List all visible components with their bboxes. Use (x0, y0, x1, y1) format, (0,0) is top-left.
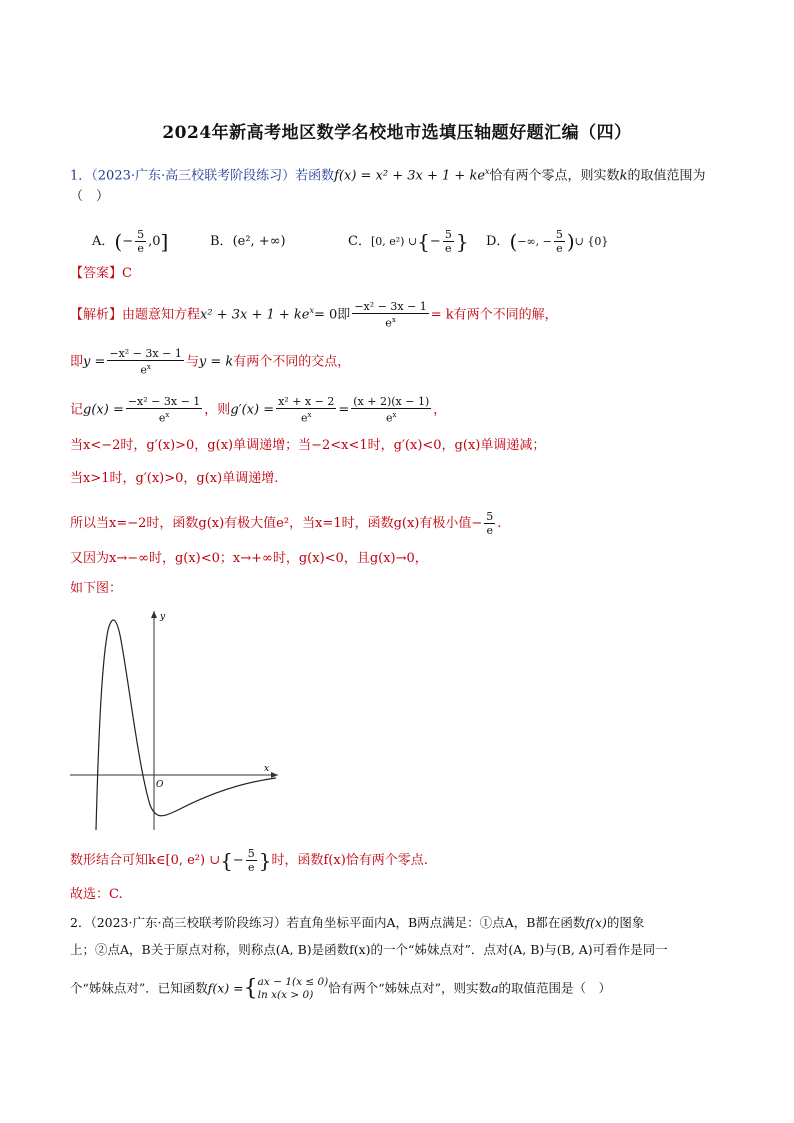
y-axis-label: y (160, 612, 166, 622)
q1-analysis-line2: 即y = $\frac{\text{−x² − 3x − 1}}{e^x}$ 与y = k有两个不同的交点， (70, 347, 351, 377)
q1-analysis-line7: 又因为x→−∞时，g(x)<0；x→+∞时，g(x)<0，且g(x)→0， (70, 551, 428, 566)
x-axis-label: x (264, 764, 270, 774)
q1-answer: 【答案】C (70, 266, 132, 281)
q1-analysis-line9: 数形结合可知k∈[0, e²) ∪{− $\frac{5}{e}$ }时，函数f(x)恰有两个零点. (70, 847, 428, 874)
q2-stem-line1: 2．（2023·广东·高三校联考阶段练习）若直角坐标平面内A，B两点满足：①点A，B都在函数f(x)的图象 (70, 915, 645, 930)
page-title: 2024年新高考地区数学名校地市选填压轴题好题汇编（四） (162, 123, 632, 143)
option-a: A．(− $\frac{5}{e}$ ,0] (92, 228, 169, 255)
origin-label: O (156, 780, 164, 790)
q1-analysis-line3: 记g(x) = $\frac{\text{−x² − 3x − 1}}{e^x}$ ，则g′(x) = $\frac{\text{x² + x − 2}}{e^x}$ = $\frac{(x + 2)(x - 1)}{e^x}$ ， (70, 395, 447, 425)
q1-analysis-line6: 所以当x=−2时，函数g(x)有极大值e²，当x=1时，函数g(x)有极小值− $\frac{5}{e}$ . (70, 510, 502, 537)
x-axis-arrow (271, 772, 278, 778)
option-b: B．(e², +∞) (210, 234, 286, 249)
q1-analysis-line8: 如下图： (70, 581, 123, 596)
q1-paren: （ ） (70, 189, 110, 204)
q1-analysis-line5: 当x>1时，g′(x)>0，g(x)单调递增. (70, 471, 279, 486)
y-axis-arrow (151, 611, 157, 618)
q1-conclusion: 故选：C. (70, 887, 123, 902)
q2-stem-line2: 上；②点A，B关于原点对称，则称点(A, B)是函数f(x)的一个“姊妹点对”．点对(A, B)与(B, A)可看作是同一 (70, 942, 668, 957)
curve-g (96, 620, 276, 830)
q1-stem: 1．（2023·广东·高三校联考阶段练习）若函数$f(x) = x^2 + 3x + 1 + ke^x$恰有两个零点，则实数k的取值范围为 (70, 167, 706, 184)
option-d: D．(−∞, − $\frac{5}{e}$ )∪ {0} (486, 228, 609, 255)
q1-analysis-line4: 当x<−2时，g′(x)>0，g(x)单调递增；当−2<x<1时，g′(x)<0，g(x)单调递减； (70, 438, 546, 453)
q1-analysis-line1: 【解析】由题意知方程$x^2 + 3x + 1 + ke^x= 0$即 $\frac{\text{−x² − 3x − 1}}{e^x}$ = k有两个不同的解， (70, 300, 558, 330)
option-c: C．[0, e²) ∪{− $\frac{5}{e}$ } (348, 228, 469, 255)
q2-stem-line3: 个“姊妹点对”．已知函数f(x) ={ ax − 1(x ≤ 0) ln x(x > 0) 恰有两个“姊妹点对”，则实数a的取值范围是（ ） (70, 976, 612, 1001)
function-graph (68, 605, 283, 835)
